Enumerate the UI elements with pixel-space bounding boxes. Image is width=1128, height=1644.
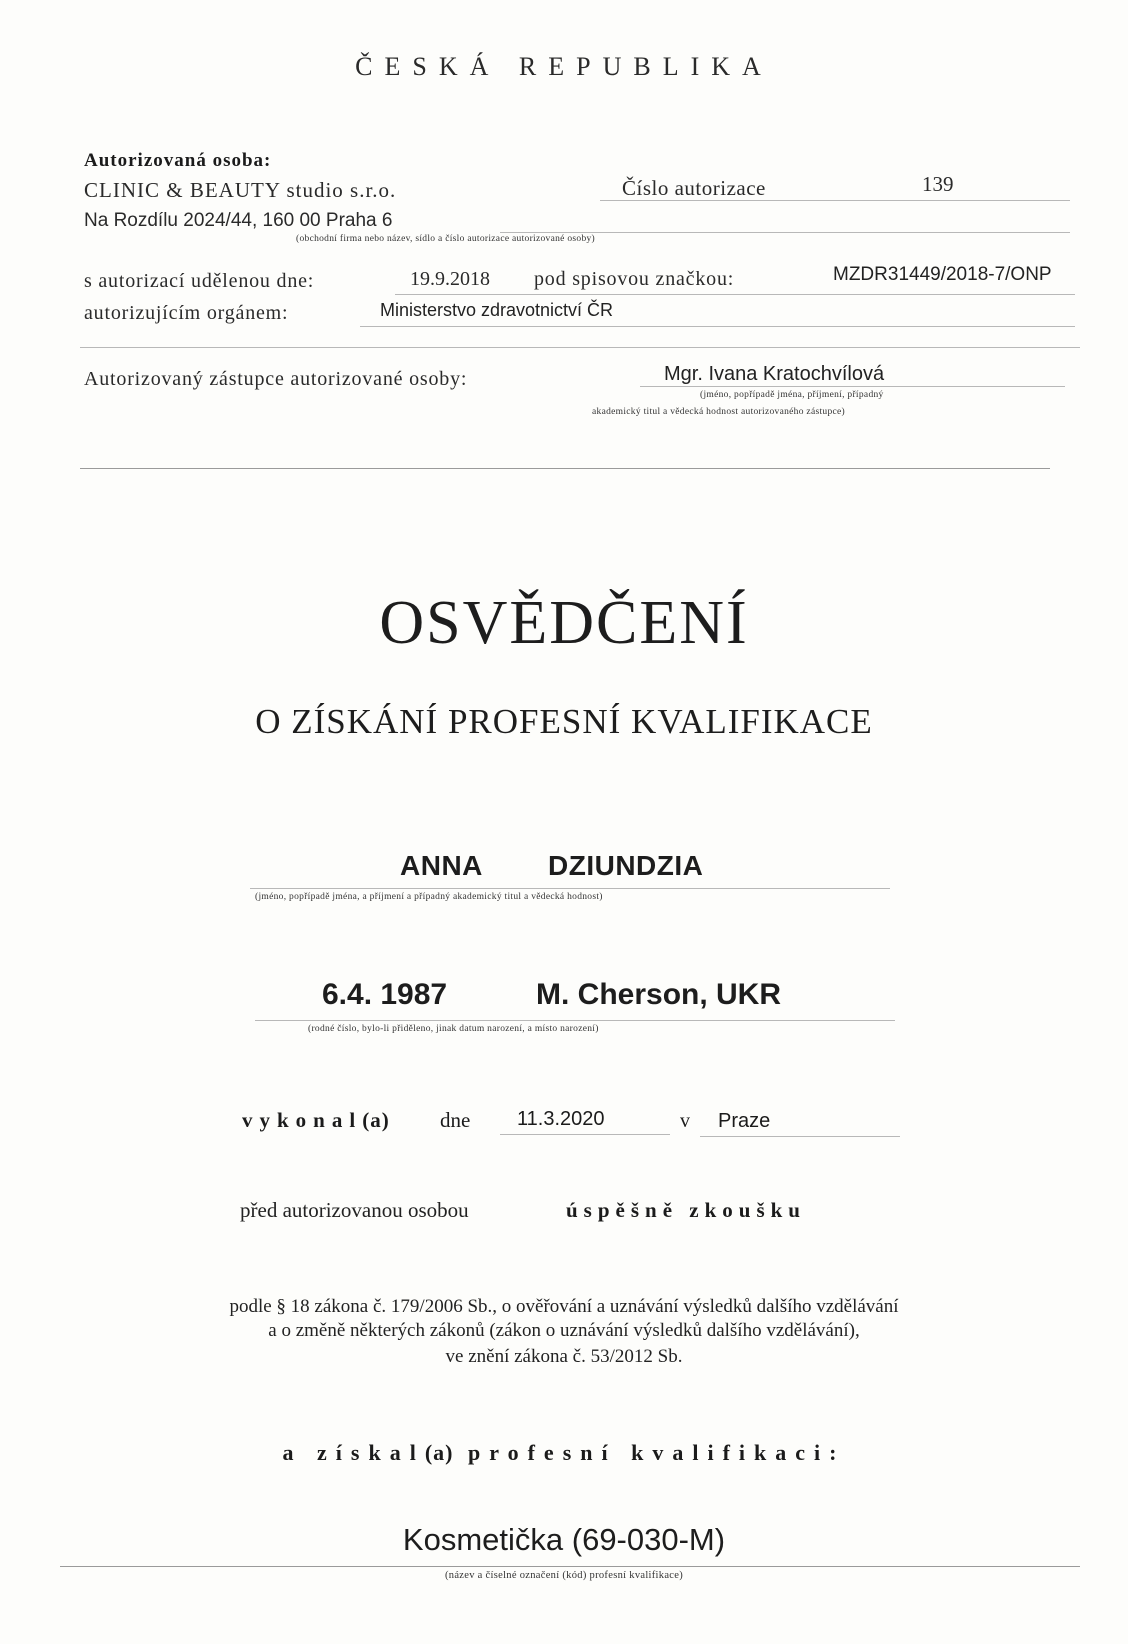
law-line-1: podle § 18 zákona č. 179/2006 Sb., o ověřování a uznávání výsledků dalšího vzdělávání <box>229 1296 899 1317</box>
representative-label: Autorizovaný zástupce autorizované osoby: <box>84 368 468 390</box>
exam-date: 11.3.2020 <box>517 1108 605 1130</box>
authorization-number-label: Číslo autorizace <box>622 176 766 200</box>
holder-birth-place: M. Cherson, UKR <box>536 978 782 1011</box>
certificate-title: OSVĚDČENÍ <box>379 589 749 657</box>
exam-day-label: dne <box>440 1108 471 1132</box>
holder-last-name: DZIUNDZIA <box>548 850 704 881</box>
authorization-granted-date: 19.9.2018 <box>410 268 490 290</box>
exam-before-text: před autorizovanou osobou <box>240 1198 469 1222</box>
divider <box>600 200 1070 201</box>
file-number-label: pod spisovou značkou: <box>534 268 735 290</box>
holder-first-name: ANNA <box>400 850 483 881</box>
address-note: (obchodní firma nebo název, sídlo a číslo autorizace autorizované osoby) <box>296 234 596 244</box>
authorized-person-name: CLINIC & BEAUTY studio s.r.o. <box>84 178 397 202</box>
qualification-obtained-label <box>0 1440 1128 1466</box>
exam-label-suffix: (a) <box>362 1108 390 1132</box>
exam-place: Praze <box>718 1110 771 1132</box>
representative-note-line2: akademický titul a vědecká hodnost autorizovaného zástupce) <box>592 407 845 417</box>
exam-label <box>242 1108 390 1133</box>
country-heading: ČESKÁ REPUBLIKA <box>355 52 773 81</box>
certificate-subtitle: O ZÍSKÁNÍ PROFESNÍ KVALIFIKACE <box>255 702 873 741</box>
holder-birth-note: (rodné číslo, bylo-li přiděleno, jinak datum narození, a místo narození) <box>308 1024 599 1034</box>
authorized-person-heading: Autorizovaná osoba: <box>84 150 272 171</box>
divider <box>60 1566 1080 1567</box>
authority-name: Ministerstvo zdravotnictví ČR <box>380 300 614 320</box>
divider <box>500 232 1070 233</box>
divider <box>700 1136 900 1137</box>
authorization-number: 139 <box>922 172 954 196</box>
exam-result: úspěšně zkoušku <box>566 1198 806 1222</box>
divider <box>640 386 1065 387</box>
divider <box>80 347 1080 348</box>
obtained-rest: profesní kvalifikaci: <box>468 1440 846 1465</box>
divider <box>80 468 1050 469</box>
divider <box>250 888 890 889</box>
divider <box>255 1020 895 1021</box>
exam-place-prefix: v <box>680 1110 690 1132</box>
representative-name: Mgr. Ivana Kratochvílová <box>664 363 885 385</box>
divider <box>395 294 1075 295</box>
divider <box>500 1134 670 1135</box>
divider <box>360 326 1075 327</box>
law-line-2: a o změně některých zákonů (zákon o uznávání výsledků dalšího vzdělávání), <box>268 1320 860 1341</box>
authorized-person-address: Na Rozdílu 2024/44, 160 00 Praha 6 <box>84 210 393 231</box>
law-line-3: ve znění zákona č. 53/2012 Sb. <box>445 1346 683 1367</box>
qualification-name: Kosmetička (69-030-M) <box>402 1522 726 1557</box>
qualification-note: (název a číselné označení (kód) profesní kvalifikace) <box>444 1570 684 1581</box>
holder-name-note: (jméno, popřípadě jména, a příjmení a případný akademický titul a vědecká hodnost) <box>255 892 603 902</box>
file-number: MZDR31449/2018-7/ONP <box>833 264 1052 285</box>
holder-birth-date: 6.4. 1987 <box>322 978 448 1011</box>
obtained-suffix: (a) <box>424 1440 454 1465</box>
authorization-granted-label: s autorizací udělenou dne: <box>84 270 315 292</box>
representative-note-line1: (jméno, popřípadě jména, příjmení, případný <box>700 390 884 400</box>
exam-label-main: vykonal <box>242 1108 363 1132</box>
obtained-prefix: a získal <box>282 1440 425 1465</box>
authority-label: autorizujícím orgánem: <box>84 302 289 324</box>
